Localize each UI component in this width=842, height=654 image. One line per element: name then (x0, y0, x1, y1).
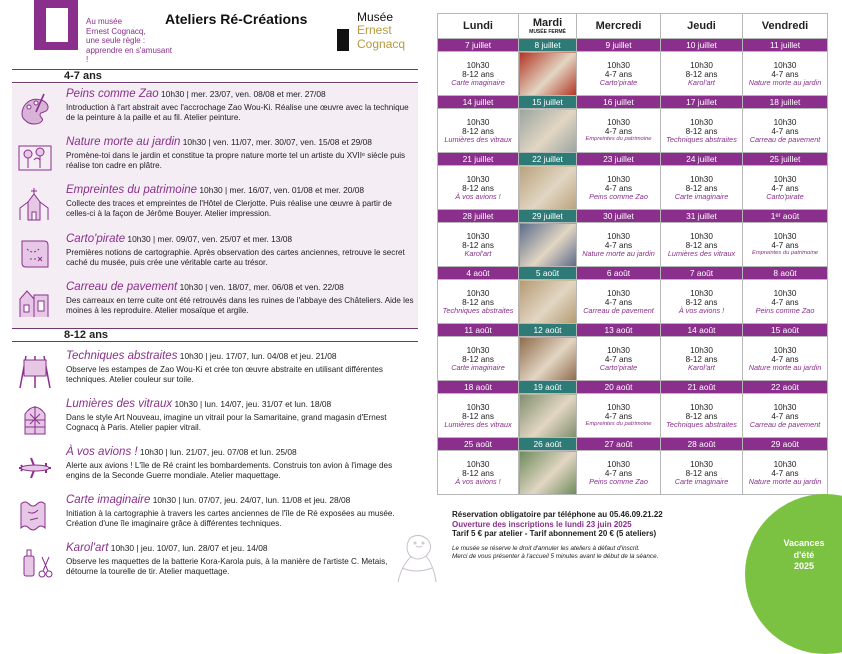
museum-logo-bar (337, 29, 349, 51)
workshop-description: Des carreaux en terre cuite ont été retrouvés dans les ruines de l'abbaye des Châteliers. Aide les moines à les reproduire. Atelier mosaïque et argile. (66, 296, 414, 316)
date-cell: 19 août (519, 381, 577, 394)
session-age: 4-7 ans (604, 412, 633, 422)
session-age: 8-12 ans (685, 69, 718, 79)
session-age: 4-7 ans (604, 69, 633, 79)
session-time: 10h30 (773, 60, 797, 70)
session-time: 10h30 (773, 402, 797, 412)
workshop-schedule: 10h30 | lun. 07/07, jeu. 24/07, lun. 11/08 et jeu. 28/08 (152, 495, 351, 505)
session-age: 8-12 ans (462, 183, 494, 193)
date-cell: 25 août (438, 438, 519, 451)
session-workshop: Lumières des vitraux (667, 248, 736, 258)
session-cell (577, 280, 661, 324)
session-time: 10h30 (466, 117, 490, 127)
session-workshop: Carte imaginaire (674, 191, 729, 201)
session-age: 4-7 ans (771, 241, 799, 251)
museum-name-line: Musée (357, 10, 394, 24)
session-cell (577, 52, 661, 96)
session-row (438, 109, 828, 153)
session-workshop: Karol'art (464, 248, 492, 258)
session-time: 10h30 (607, 288, 630, 298)
date-cell: 13 août (577, 324, 661, 337)
workshop-schedule: 10h30 | mer. 09/07, ven. 25/07 et mer. 13/08 (127, 234, 293, 244)
session-age: 8-12 ans (685, 411, 718, 421)
workshop-name: Carto'pirate (66, 233, 126, 245)
session-time: 10h30 (607, 174, 630, 184)
session-time: 10h30 (690, 231, 713, 241)
session-cell (743, 394, 828, 438)
abbey-icon (16, 283, 54, 321)
badge-line: d'été (793, 549, 815, 560)
session-time: 10h30 (607, 60, 630, 70)
workshop-description: Initiation à la cartographie à travers les cartes anciennes de l'île de Ré exposées au musée. Création d'une île imaginaire grâce à différentes techniques. (66, 509, 395, 529)
session-time: 10h30 (773, 117, 797, 127)
workshop-schedule: 10h30 | ven. 18/07, mer. 06/08 et ven. 22/08 (179, 282, 344, 292)
session-workshop: À vos avions ! (455, 191, 501, 201)
session-time: 10h30 (773, 232, 797, 242)
session-cell (743, 109, 828, 153)
session-workshop: Empreintes du patrimoine (585, 136, 652, 143)
session-time: 10h30 (607, 118, 630, 128)
workshop-description: Observe les maquettes de la batterie Kora-Karola puis, à la manière de l'artiste C. Metais, détourne la tourelle de tir. Atelier maquettage. (66, 557, 388, 577)
date-cell: 28 juillet (438, 210, 519, 223)
workshop-description: Dans le style Art Nouveau, imagine un vitrail pour la Samaritaine, grand magasin d'Ernest Cognacq à Paris. Atelier papier vitrail. (66, 413, 387, 433)
flower-garden-icon (16, 138, 54, 176)
date-cell: 31 juillet (661, 210, 743, 223)
workshop-description: Introduction à l'art abstrait avec l'accrochage Zao Wou-Ki. Réalise une œuvre avec la technique de la peinture à la paille et au fil. Atelier peinture. (66, 103, 409, 123)
date-cell: 22 août (743, 381, 828, 394)
stained-glass-icon (16, 400, 54, 438)
session-cell (661, 394, 743, 438)
tagline-line: Au musée (86, 17, 123, 26)
date-cell: 8 juillet (519, 39, 577, 52)
date-cell: 22 juillet (519, 153, 577, 166)
session-row (438, 166, 828, 210)
workshop-schedule: 10h30 | mer. 23/07, ven. 08/08 et mer. 27/08 (161, 89, 326, 99)
session-age: 4-7 ans (604, 297, 633, 307)
session-time: 10h30 (690, 288, 713, 298)
palette-icon (16, 90, 54, 128)
session-age: 4-7 ans (604, 127, 633, 137)
date-cell: 21 août (661, 381, 743, 394)
date-cell: 6 août (577, 267, 661, 280)
session-cell (661, 280, 743, 324)
session-workshop: Nature morte au jardin (748, 362, 822, 372)
date-cell: 30 juillet (577, 210, 661, 223)
session-age: 4-7 ans (771, 126, 799, 136)
workshop-heading (66, 88, 326, 100)
workshop-schedule: 10h30 | lun. 21/07, jeu. 07/08 et lun. 25/08 (139, 447, 297, 457)
closed-day-photo (519, 337, 577, 381)
session-time: 10h30 (773, 345, 797, 355)
session-workshop: Nature morte au jardin (748, 77, 822, 87)
session-cell (743, 52, 828, 96)
session-cell (661, 337, 743, 381)
session-time: 10h30 (466, 231, 490, 241)
workshop-name: Techniques abstraites (66, 350, 178, 362)
workshop-name: Carte imaginaire (66, 494, 151, 506)
session-workshop: Empreintes du patrimoine (751, 250, 819, 257)
opening-line: Ouverture des inscriptions le lundi 23 juin 2025 (452, 519, 632, 529)
session-cell (743, 223, 828, 267)
session-workshop: Carte imaginaire (451, 362, 505, 372)
tagline (86, 17, 176, 65)
date-cell: 18 juillet (743, 96, 828, 109)
workshop-heading (66, 136, 372, 148)
date-cell: 7 juillet (438, 39, 519, 52)
closed-day-photo (519, 280, 577, 324)
airplane-icon (16, 448, 54, 486)
day-header-mardi (519, 14, 577, 39)
session-cell (438, 394, 519, 438)
workshop-heading (66, 350, 337, 362)
date-cell: 27 août (577, 438, 661, 451)
price-line: Tarif 5 € par atelier - Tarif abonnement 20 € (5 ateliers) (452, 529, 657, 539)
church-icon (16, 186, 54, 224)
arrival-note: Merci de vous présenter à l'accueil 5 minutes avant le début de la séance. (452, 553, 659, 561)
closed-day-photo (519, 109, 577, 153)
date-cell: 24 juillet (661, 153, 743, 166)
sketch-illustration (388, 530, 446, 590)
session-workshop: Techniques abstraites (442, 305, 514, 315)
workshop-heading (66, 542, 268, 554)
closed-day-photo (519, 52, 577, 96)
museum-name-line: Cognacq (357, 37, 406, 51)
date-row (438, 153, 828, 166)
session-age: 4-7 ans (604, 354, 633, 364)
date-row (438, 324, 828, 337)
session-age: 4-7 ans (771, 69, 799, 79)
session-age: 8-12 ans (462, 354, 494, 364)
date-row (438, 381, 828, 394)
session-age: 4-7 ans (771, 183, 799, 193)
workshop-description: Observe les estampes de Zao Wou-Ki et crée ton œuvre abstraite en utilisant différentes techniques. Atelier couleur sur toile. (66, 365, 383, 385)
page-title: Ateliers Ré-Créations (165, 11, 308, 27)
session-time: 10h30 (773, 174, 797, 184)
session-workshop: Carreau de pavement (749, 419, 821, 429)
workshop-description: Premières notions de cartographie. Après observation des cartes anciennes, retrouve le secret caché du musée, puis crée une véritable carte au trésor. (66, 248, 405, 268)
session-time: 10h30 (607, 231, 630, 241)
session-cell (577, 394, 661, 438)
tagline-line: apprendre en s'amusant ! (86, 45, 173, 64)
session-age: 8-12 ans (685, 468, 718, 478)
date-row (438, 96, 828, 109)
day-header-jeudi: Jeudi (661, 14, 743, 39)
session-cell (661, 166, 743, 210)
easel-icon (16, 352, 54, 390)
date-cell: 29 juillet (519, 210, 577, 223)
date-cell: 12 août (519, 324, 577, 337)
workshop-description: Promène-toi dans le jardin et constitue ta propre nature morte tel un artiste du XVIIᵉ siècle puis réalise ton cadre en plâtre. (66, 151, 406, 171)
workshop-description: Alerte aux avions ! L'île de Ré craint les bombardements. Construis ton avion à l'image des engins de la Seconde Guerre mondiale. Atelier maquettage. (66, 461, 393, 481)
workshop-name: À vos avions ! (66, 446, 138, 458)
closed-day-photo (519, 166, 577, 210)
session-workshop: Nature morte au jardin (748, 476, 822, 486)
session-workshop: Carte imaginaire (451, 77, 505, 87)
session-time: 10h30 (690, 117, 713, 127)
date-cell: 11 août (438, 324, 519, 337)
session-age: 8-12 ans (462, 468, 494, 478)
schedule-calendar (437, 13, 828, 495)
date-cell: 10 juillet (661, 39, 743, 52)
session-time: 10h30 (466, 459, 490, 469)
date-cell: 1ᵉʳ août (743, 210, 828, 223)
session-row (438, 394, 828, 438)
session-cell (438, 223, 519, 267)
date-cell: 17 juillet (661, 96, 743, 109)
session-cell (661, 451, 743, 495)
summer-badge (745, 494, 842, 654)
workshop-description: Collecte des traces et empreintes de l'Hôtel de Clerjotte. Puis réalise une œuvre à partir de celles-ci à la façon de Jérôme Bouyer. Atelier impression. (66, 199, 392, 219)
session-row (438, 451, 828, 495)
session-cell (438, 109, 519, 153)
session-cell (438, 52, 519, 96)
session-cell (577, 166, 661, 210)
workshop-name: Carreau de pavement (66, 281, 178, 293)
date-cell: 9 juillet (577, 39, 661, 52)
workshop-schedule: 10h30 | mer. 16/07, ven. 01/08 et mer. 20/08 (199, 185, 365, 195)
date-cell: 15 août (743, 324, 828, 337)
workshop-heading (66, 281, 344, 293)
date-cell: 29 août (743, 438, 828, 451)
session-cell (577, 223, 661, 267)
session-cell (577, 337, 661, 381)
workshop-heading (66, 398, 331, 410)
session-row (438, 52, 828, 96)
session-cell (438, 280, 519, 324)
session-time: 10h30 (690, 345, 713, 355)
session-age: 4-7 ans (604, 240, 633, 250)
session-cell (438, 166, 519, 210)
workshop-name: Empreintes du patrimoine (66, 184, 198, 196)
glue-scissors-icon (16, 544, 54, 582)
session-workshop: À vos avions ! (455, 476, 501, 486)
date-row (438, 438, 828, 451)
badge-line: 2025 (793, 561, 815, 571)
age-group-older: 8-12 ans (12, 328, 418, 342)
workshop-name: Lumières des vitraux (66, 398, 173, 410)
session-age: 8-12 ans (685, 126, 718, 136)
session-age: 8-12 ans (462, 240, 494, 250)
session-age: 4-7 ans (604, 468, 633, 478)
session-age: 8-12 ans (462, 69, 494, 79)
session-age: 4-7 ans (771, 297, 799, 307)
session-cell (661, 52, 743, 96)
session-time: 10h30 (690, 459, 713, 469)
museum-logo (337, 8, 417, 52)
date-cell: 26 août (519, 438, 577, 451)
closed-note: MUSÉE FERMÉ (529, 29, 566, 35)
session-time: 10h30 (466, 402, 490, 412)
tagline-line: une seule règle : (86, 36, 146, 45)
date-cell: 4 août (438, 267, 519, 280)
museum-name-line: Ernest (357, 23, 392, 37)
date-cell: 14 juillet (438, 96, 519, 109)
workshop-name: Peins comme Zao (66, 88, 159, 100)
session-age: 4-7 ans (771, 468, 799, 478)
date-cell: 14 août (661, 324, 743, 337)
session-time: 10h30 (773, 459, 797, 469)
session-row (438, 280, 828, 324)
session-workshop: Carreau de pavement (749, 134, 821, 144)
date-cell: 5 août (519, 267, 577, 280)
workshop-name: Nature morte au jardin (66, 136, 181, 148)
session-age: 8-12 ans (462, 297, 494, 307)
session-time: 10h30 (466, 288, 490, 298)
age-group-young: 4-7 ans (12, 69, 418, 83)
date-cell: 28 août (661, 438, 743, 451)
session-time: 10h30 (607, 459, 630, 469)
session-time: 10h30 (690, 402, 713, 412)
day-header-mercredi: Mercredi (577, 14, 661, 39)
session-age: 8-12 ans (685, 240, 718, 250)
session-workshop: Karol'art (688, 362, 715, 372)
session-cell (661, 109, 743, 153)
session-workshop: À vos avions ! (678, 305, 725, 315)
session-time: 10h30 (690, 60, 713, 70)
session-age: 4-7 ans (771, 354, 799, 364)
workshop-heading (66, 184, 364, 196)
day-label: Mardi (532, 17, 563, 29)
date-cell: 25 juillet (743, 153, 828, 166)
session-time: 10h30 (466, 60, 490, 70)
session-row (438, 223, 828, 267)
session-row (438, 337, 828, 381)
workshop-schedule: 10h30 | jeu. 17/07, lun. 04/08 et jeu. 21/08 (179, 351, 337, 361)
workshop-heading (66, 446, 297, 458)
session-workshop: Carto'pirate (766, 191, 804, 201)
session-cell (438, 337, 519, 381)
workshop-schedule: 10h30 | lun. 14/07, jeu. 31/07 et lun. 18/08 (174, 399, 332, 409)
session-cell (743, 337, 828, 381)
session-cell (661, 223, 743, 267)
session-cell (577, 451, 661, 495)
workshop-schedule: 10h30 | ven. 11/07, mer. 30/07, ven. 15/08 et 29/08 (182, 137, 372, 147)
session-cell (743, 166, 828, 210)
session-workshop: Techniques abstraites (666, 419, 737, 429)
session-workshop: Peins comme Zao (589, 191, 648, 201)
session-time: 10h30 (690, 174, 713, 184)
session-workshop: Karol'art (688, 77, 715, 87)
session-workshop: Peins comme Zao (755, 305, 815, 315)
badge-line: Vacances (783, 538, 825, 548)
session-cell (743, 280, 828, 324)
session-time: 10h30 (607, 403, 630, 413)
workshop-name: Karol'art (66, 542, 109, 554)
session-time: 10h30 (607, 345, 630, 355)
session-time: 10h30 (773, 288, 797, 298)
tagline-line: Ernest Cognacq, (86, 26, 146, 36)
date-cell: 23 juillet (577, 153, 661, 166)
closed-day-photo (519, 223, 577, 267)
session-age: 8-12 ans (685, 354, 718, 364)
closed-day-photo (519, 451, 577, 495)
date-row (438, 267, 828, 280)
session-cell (743, 451, 828, 495)
session-workshop: Lumières des vitraux (444, 134, 512, 144)
session-age: 8-12 ans (462, 126, 494, 136)
session-time: 10h30 (466, 174, 490, 184)
date-cell: 20 août (577, 381, 661, 394)
session-age: 8-12 ans (685, 297, 718, 307)
date-cell: 8 août (743, 267, 828, 280)
closed-day-photo (519, 394, 577, 438)
date-cell: 11 juillet (743, 39, 828, 52)
museum-logo-mark (34, 0, 78, 50)
booking-info (452, 510, 752, 562)
session-cell (577, 109, 661, 153)
reservation-line: Réservation obligatoire par téléphone au 05.46.09.21.22 (452, 510, 663, 519)
workshop-heading (66, 233, 292, 245)
session-workshop: Empreintes du patrimoine (585, 421, 652, 428)
date-cell: 16 juillet (577, 96, 661, 109)
cancellation-note: Le musée se réserve le droit d'annuler les ateliers à défaut d'inscrit. (452, 544, 640, 552)
session-workshop: Carreau de pavement (583, 305, 654, 315)
session-workshop: Lumières des vitraux (444, 419, 512, 429)
session-time: 10h30 (466, 345, 490, 355)
date-cell: 18 août (438, 381, 519, 394)
date-row (438, 39, 828, 52)
session-workshop: Carte imaginaire (674, 476, 729, 486)
date-row (438, 210, 828, 223)
session-workshop: Peins comme Zao (589, 476, 648, 486)
date-cell: 15 juillet (519, 96, 577, 109)
session-workshop: Carto'pirate (599, 362, 638, 372)
session-age: 8-12 ans (685, 183, 718, 193)
treasure-map-icon (16, 235, 54, 273)
session-workshop: Nature morte au jardin (582, 248, 655, 258)
date-cell: 7 août (661, 267, 743, 280)
session-cell (438, 451, 519, 495)
session-age: 8-12 ans (462, 411, 494, 421)
session-workshop: Techniques abstraites (666, 134, 737, 144)
workshop-heading (66, 494, 350, 506)
session-workshop: Carto'pirate (599, 77, 638, 87)
day-header-lundi: Lundi (438, 14, 519, 39)
date-cell: 21 juillet (438, 153, 519, 166)
session-age: 4-7 ans (604, 183, 633, 193)
day-header-vendredi: Vendredi (743, 14, 828, 39)
map-scroll-icon (16, 496, 54, 534)
session-age: 4-7 ans (771, 411, 799, 421)
workshop-schedule: 10h30 | jeu. 10/07, lun. 28/07 et jeu. 14/08 (110, 543, 268, 553)
